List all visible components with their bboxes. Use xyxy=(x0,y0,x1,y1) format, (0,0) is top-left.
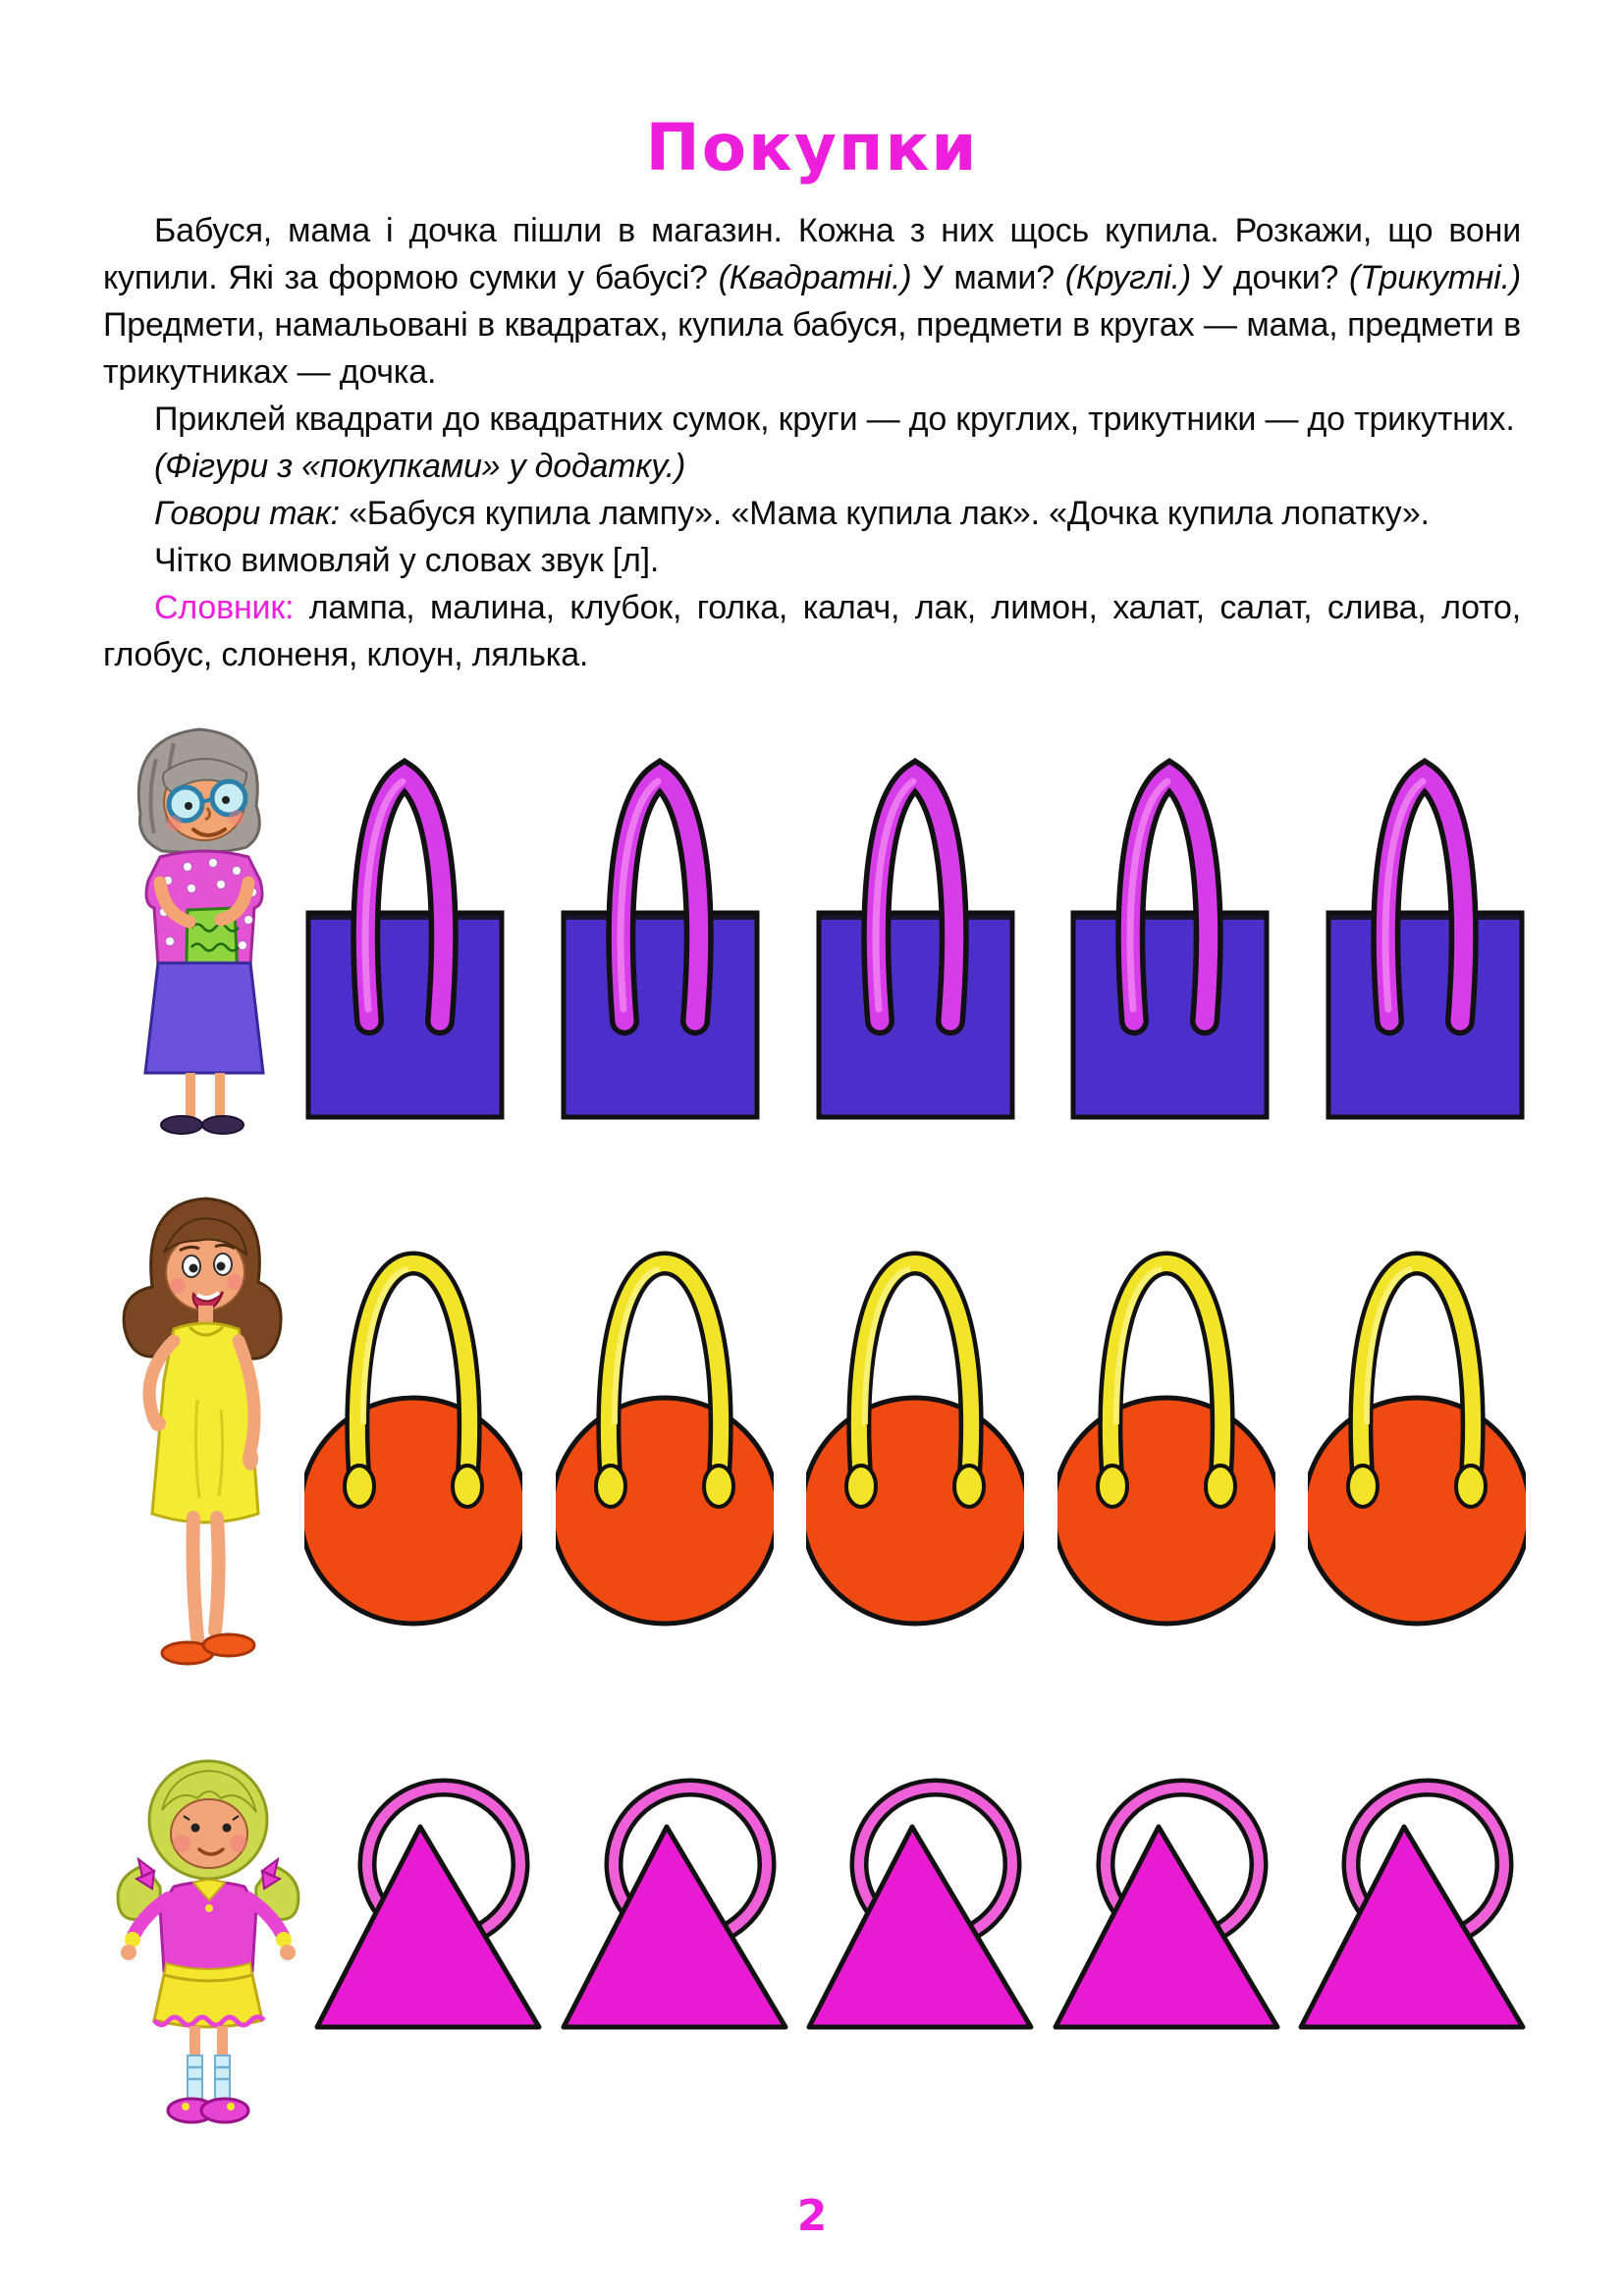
triangle-bag xyxy=(1298,1774,1526,2031)
square-bag xyxy=(1325,730,1526,1123)
page-number: 2 xyxy=(796,2191,828,2241)
round-bag-icon xyxy=(304,1228,522,1630)
round-bag-icon xyxy=(1308,1228,1526,1630)
round-bag xyxy=(304,1228,522,1630)
mother-figure xyxy=(103,1184,304,1684)
page-title: Покупки xyxy=(645,110,979,186)
square-bag-icon xyxy=(560,730,761,1123)
text-run: (Круглі.) xyxy=(1064,259,1191,296)
round-bag-icon xyxy=(1057,1228,1275,1630)
round-bag xyxy=(1057,1228,1275,1630)
text-run: Бабуся, мама і дочка пішли в магазин. Кожна з них щось купила. Розкажи, що вони купили. Які за формою сумки у бабусі? xyxy=(103,212,1531,296)
triangle-bag-icon xyxy=(561,1774,788,2031)
triangle-bag-icon xyxy=(1298,1774,1526,2031)
triangle-bags xyxy=(314,1774,1526,2031)
paragraph xyxy=(103,396,1521,443)
text-run: Говори так: xyxy=(154,495,340,532)
square-bag-icon xyxy=(1069,730,1271,1123)
text-run: Предмети, намальовані в квадратах, купила бабуся, предмети в кругах — мама, предмети в трикутниках — дочка. xyxy=(103,259,1531,391)
instruction-text xyxy=(103,207,1531,678)
row-grandmother xyxy=(103,708,1526,1145)
paragraph xyxy=(103,207,1531,396)
text-run: Чітко вимовляй у словах звук [л]. xyxy=(154,542,660,579)
grandmother-illustration xyxy=(103,708,290,1140)
vocabulary-label: Словник: xyxy=(154,589,295,626)
triangle-bag xyxy=(314,1774,542,2031)
square-bag-icon xyxy=(304,730,506,1123)
text-run: У дочки? xyxy=(1190,259,1349,296)
matching-activity xyxy=(103,708,1526,2147)
text-run: (Фігури з «покупками» у додатку.) xyxy=(154,448,686,485)
triangle-bag-icon xyxy=(314,1774,542,2031)
text-run: «Бабуся купила лампу». «Мама купила лак». «Дочка купила лопатку». xyxy=(339,495,1430,532)
round-bag xyxy=(556,1228,774,1630)
round-bag-icon xyxy=(556,1228,774,1630)
square-bags xyxy=(304,730,1526,1123)
triangle-bag xyxy=(806,1774,1034,2031)
square-bag-icon xyxy=(1325,730,1526,1123)
square-bag-icon xyxy=(815,730,1016,1123)
row-mother xyxy=(103,1184,1526,1684)
round-bags xyxy=(304,1228,1526,1630)
text-run: (Квадратні.) xyxy=(718,259,912,296)
triangle-bag-icon xyxy=(806,1774,1034,2031)
triangle-bag xyxy=(561,1774,788,2031)
text-run: У мами? xyxy=(911,259,1065,296)
row-daughter xyxy=(103,1730,1526,2147)
round-bag xyxy=(1308,1228,1526,1630)
paragraph xyxy=(103,443,1521,490)
square-bag xyxy=(1069,730,1271,1123)
triangle-bag-icon xyxy=(1053,1774,1280,2031)
daughter-illustration xyxy=(103,1730,314,2142)
grandmother-figure xyxy=(103,708,304,1145)
daughter-figure xyxy=(103,1730,314,2147)
round-bag xyxy=(806,1228,1024,1630)
paragraph xyxy=(103,584,1531,678)
square-bag xyxy=(560,730,761,1123)
round-bag-icon xyxy=(806,1228,1024,1630)
paragraph xyxy=(103,490,1521,537)
text-run: (Трикутні.) xyxy=(1349,259,1521,296)
text-run: лампа, малина, клубок, голка, калач, лак, лимон, халат, салат, слива, лото, глобус, слоненя, клоун, лялька. xyxy=(103,589,1531,673)
square-bag xyxy=(815,730,1016,1123)
paragraph xyxy=(103,537,1521,584)
mother-illustration xyxy=(103,1184,299,1680)
text-run: Приклей квадрати до квадратних сумок, круги — до круглих, трикутники — до трикутних. xyxy=(154,400,1515,438)
square-bag xyxy=(304,730,506,1123)
triangle-bag xyxy=(1053,1774,1280,2031)
